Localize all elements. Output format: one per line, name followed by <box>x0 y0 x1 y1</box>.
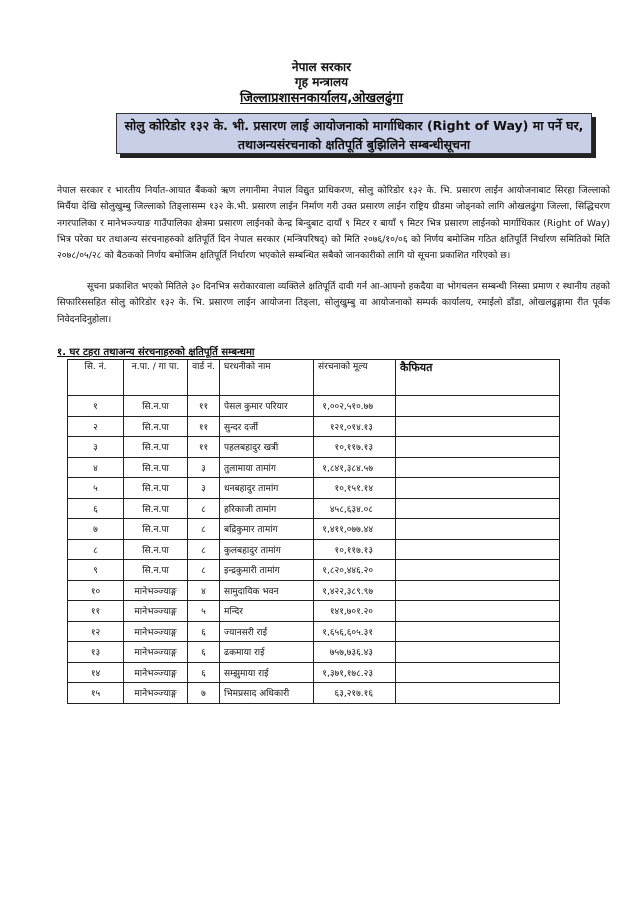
cell-municipality: सि.न.पा <box>124 519 188 540</box>
cell-municipality: सि.न.पा <box>124 416 188 437</box>
table-row <box>68 560 560 581</box>
cell-municipality: मानेभञ्ज्याङ्ग <box>124 662 188 683</box>
cell-ward: ८ <box>188 539 220 560</box>
table-row <box>68 642 560 663</box>
cell-remarks <box>396 478 560 499</box>
cell-ward: ६ <box>188 642 220 663</box>
cell-owner: हरिकाजी तामांग <box>220 498 314 519</box>
cell-ward: ११ <box>188 437 220 458</box>
cell-ward: ६ <box>188 662 220 683</box>
cell-owner: पहलबहादुर खत्री <box>220 437 314 458</box>
cell-ward: ५ <box>188 601 220 622</box>
table-row <box>68 683 560 704</box>
col-header-remarks: कैफियत <box>396 360 560 396</box>
cell-municipality: मानेभञ्ज्याङ्ग <box>124 683 188 704</box>
notice-paragraph-2: सूचना प्रकाशित भएको मितिले ३० दिनभित्र सरोकारवाला व्यक्तिले क्षतिपूर्ति दावी गर्न आ-आफ्नो हकदैया वा भोगचलन सम्बन्धी निस्सा प्रमाण र स्थानीय तहको सिफारिससहित सोलु कोरिडोर १३२ के. भि. प्रसारण लाईन आयोजना तिङ्ला, सोलुखुम्बु वा आयोजनाको सम्पर्क कार्यालय, रमाईलो डाँडा, ओखलढुङ्गामा रीत पूर्वक निवेदनदिनुहोला। <box>57 281 610 325</box>
cell-remarks <box>396 662 560 683</box>
col-header-municipality: न.पा. / गा पा. <box>124 360 188 396</box>
table-row <box>68 416 560 437</box>
cell-value: १,४११,०७७.४४ <box>314 519 396 540</box>
cell-ward: ६ <box>188 621 220 642</box>
cell-sn: १ <box>68 396 124 417</box>
cell-owner: पेसल कुमार परियार <box>220 396 314 417</box>
cell-sn: २ <box>68 416 124 437</box>
cell-remarks <box>396 457 560 478</box>
table-body <box>68 396 560 704</box>
cell-value: १,८४१,३८४.५७ <box>314 457 396 478</box>
cell-owner: ज्यानसरी राई <box>220 621 314 642</box>
cell-municipality: सि.न.पा <box>124 396 188 417</box>
cell-sn: ८ <box>68 539 124 560</box>
cell-municipality: सि.न.पा <box>124 457 188 478</box>
cell-value: १,३७१,१७८.२३ <box>314 662 396 683</box>
table-header-row <box>68 360 560 396</box>
cell-municipality: सि.न.पा <box>124 437 188 458</box>
table-row <box>68 580 560 601</box>
cell-value: १०,११७.१३ <box>314 539 396 560</box>
cell-remarks <box>396 437 560 458</box>
col-header-value: संरचनाको मूल्य <box>314 360 396 396</box>
cell-remarks <box>396 539 560 560</box>
cell-value: ४५८,६३४.०८ <box>314 498 396 519</box>
table-row <box>68 498 560 519</box>
cell-sn: १४ <box>68 662 124 683</box>
cell-remarks <box>396 416 560 437</box>
table-row <box>68 519 560 540</box>
cell-owner: सम्झुमाया राई <box>220 662 314 683</box>
cell-remarks <box>396 642 560 663</box>
table-row <box>68 457 560 478</box>
cell-value: १२१,०१४.१३ <box>314 416 396 437</box>
cell-sn: ४ <box>68 457 124 478</box>
cell-owner: बद्रिकुमार तामांग <box>220 519 314 540</box>
cell-ward: ११ <box>188 416 220 437</box>
table-row <box>68 539 560 560</box>
cell-remarks <box>396 580 560 601</box>
cell-sn: १० <box>68 580 124 601</box>
cell-value: १,६५६,६०५.३१ <box>314 621 396 642</box>
header-government: नेपाल सरकार <box>291 60 352 74</box>
cell-owner: भिमप्रसाद अधिकारी <box>220 683 314 704</box>
cell-owner: इन्द्रकुमारी तामांग <box>220 560 314 581</box>
cell-municipality: मानेभञ्ज्याङ्ग <box>124 621 188 642</box>
cell-value: १४१,७०१.२० <box>314 601 396 622</box>
cell-remarks <box>396 621 560 642</box>
cell-ward: ११ <box>188 396 220 417</box>
cell-owner: धनबहादुर तामांग <box>220 478 314 499</box>
cell-sn: ९ <box>68 560 124 581</box>
notice-title-line2: तथाअन्यसंरचनाको क्षतिपूर्ति बुझिलिने सम्बन्धीसूचना <box>237 137 471 152</box>
cell-ward: ८ <box>188 560 220 581</box>
cell-remarks <box>396 560 560 581</box>
cell-remarks <box>396 683 560 704</box>
cell-value: १,००२,५१०.७७ <box>314 396 396 417</box>
compensation-table <box>67 359 560 704</box>
cell-sn: १३ <box>68 642 124 663</box>
cell-value: १,४२२,३८९.९७ <box>314 580 396 601</box>
table-row <box>68 601 560 622</box>
table-row <box>68 621 560 642</box>
notice-title-line1: सोलु कोरिडोर १३२ के. भी. प्रसारण लाई आयोजनाको मार्गाधिकार (Right of Way) मा पर्ने घर, <box>124 118 584 133</box>
table-row <box>68 662 560 683</box>
cell-value: ७५७,७३६.४३ <box>314 642 396 663</box>
cell-ward: ८ <box>188 519 220 540</box>
cell-owner: मन्दिर <box>220 601 314 622</box>
section-title: १. घर टहरा तथाअन्य संरचनाहरुको क्षतिपूर्ति सम्बन्धमा <box>57 347 255 358</box>
col-header-owner: घरधनीको नाम <box>220 360 314 396</box>
cell-value: १,८२०,४४६.२० <box>314 560 396 581</box>
cell-municipality: सि.न.पा <box>124 560 188 581</box>
cell-value: ६३,२१७.१६ <box>314 683 396 704</box>
cell-ward: ३ <box>188 457 220 478</box>
cell-municipality: सि.न.पा <box>124 498 188 519</box>
col-header-ward: वार्ड नं. <box>188 360 220 396</box>
cell-ward: ३ <box>188 478 220 499</box>
cell-value: १०,११७.१३ <box>314 437 396 458</box>
table-row <box>68 478 560 499</box>
cell-municipality: सि.न.पा <box>124 478 188 499</box>
header-office: जिल्लाप्रशासनकार्यालय,ओखलढुंगा <box>240 91 403 106</box>
cell-owner: तुलामाया तामांग <box>220 457 314 478</box>
cell-remarks <box>396 396 560 417</box>
cell-owner: कुलबहादुर तामांग <box>220 539 314 560</box>
cell-remarks <box>396 519 560 540</box>
cell-value: १०,१५१.१४ <box>314 478 396 499</box>
table-row <box>68 396 560 417</box>
cell-sn: ५ <box>68 478 124 499</box>
notice-paragraph-1: नेपाल सरकार र भारतीय निर्यात-आयात बैंकको ऋण लगानीमा नेपाल विद्युत प्राधिकरण, सोलु कोरिडोर १३२ के. भि. प्रसारण लाईन आयोजनाबाट सिरहा जिल्लाको मिर्चैया देखि सोलुखुम्बु जिल्लाको तिङ्लासम्म १३२ के.भी. प्रसारण लाईन निर्माण गरी उक्त प्रसारण लाईन राष्ट्रिय ग्रीडमा जोड्नको लागि ओखलढुंगा जिल्ला, सिद्धिचरण नगरपालिका र मानेभञ्ज्याङ गाउँपालिका क्षेत्रमा प्रसारण लाईनको केन्द्र बिन्दुबाट दायाँ ९ मिटर र बायाँ ९ मिटर भित्र प्रसारण लाईनको मार्गाधिकार (Right of Way) भित्र परेका घर तथाअन्य संरचनाहरुको क्षतिपूर्ति दिन नेपाल सरकार (मन्त्रिपरिषद्) को मिति २०७६/१०/०६ को निर्णय बमोजिम गठित क्षतिपूर्ति निर्धारण समितिको मिति २०७८/०५/२८ को बैठकको निर्णय बमोजिम क्षतिपूर्ति निर्धारण भएकोले सम्बन्धित सबैको जानकारीको लागि यो सूचना प्रकाशित गरिएको छ। <box>57 185 610 262</box>
cell-sn: ७ <box>68 519 124 540</box>
cell-sn: ११ <box>68 601 124 622</box>
cell-municipality: मानेभञ्ज्याङ्ग <box>124 580 188 601</box>
cell-remarks <box>396 601 560 622</box>
cell-ward: ८ <box>188 498 220 519</box>
cell-ward: ४ <box>188 580 220 601</box>
cell-owner: सामुदायिक भवन <box>220 580 314 601</box>
header-ministry: गृह मन्त्रालय <box>294 75 349 89</box>
cell-sn: ६ <box>68 498 124 519</box>
cell-municipality: सि.न.पा <box>124 539 188 560</box>
cell-sn: १५ <box>68 683 124 704</box>
cell-municipality: मानेभञ्ज्याङ्ग <box>124 642 188 663</box>
cell-owner: सुन्दर दर्जी <box>220 416 314 437</box>
cell-ward: ७ <box>188 683 220 704</box>
table-row <box>68 437 560 458</box>
notice-title-box <box>116 113 592 154</box>
cell-municipality: मानेभञ्ज्याङ्ग <box>124 601 188 622</box>
cell-sn: ३ <box>68 437 124 458</box>
cell-sn: १२ <box>68 621 124 642</box>
cell-remarks <box>396 498 560 519</box>
col-header-sn: सि. नं. <box>68 360 124 396</box>
cell-owner: ढकमाया राई <box>220 642 314 663</box>
